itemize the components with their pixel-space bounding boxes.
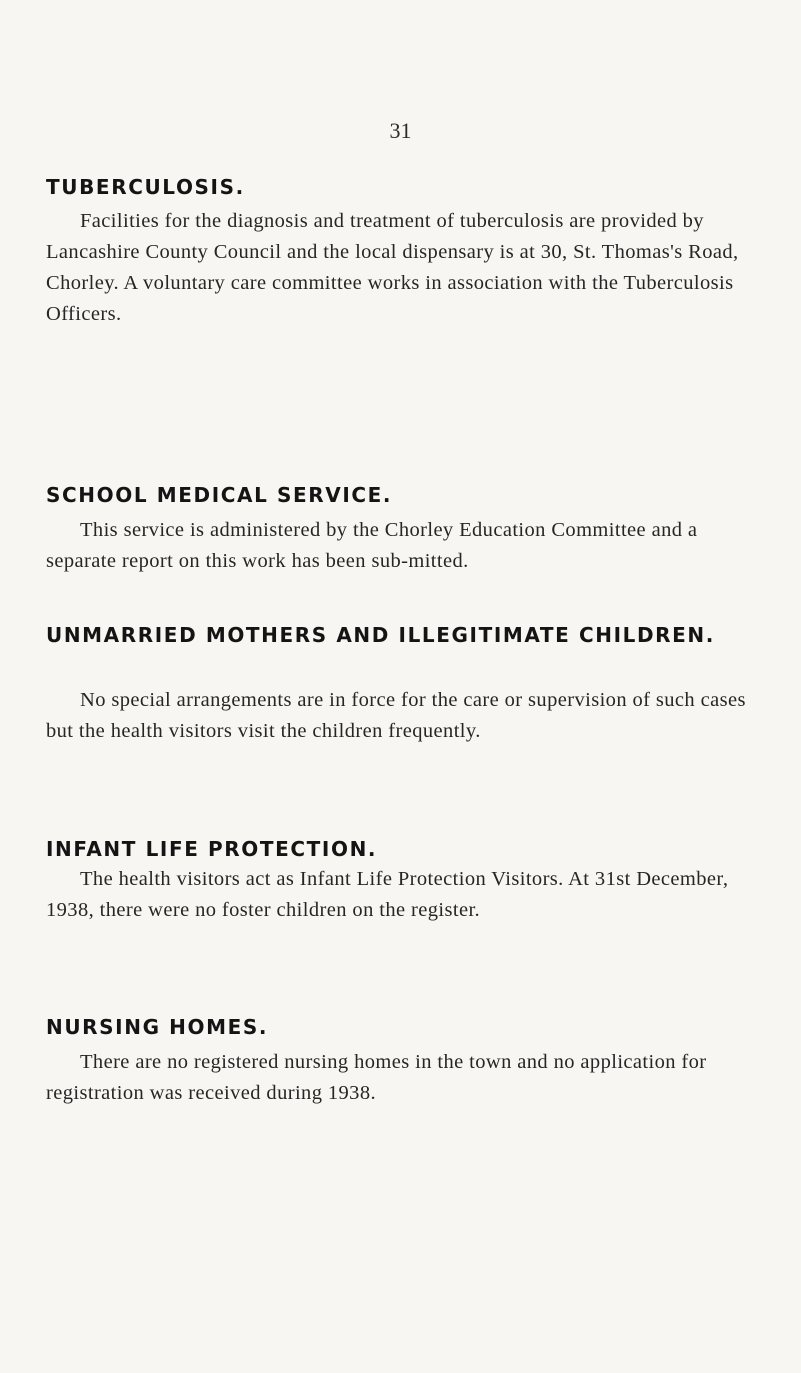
section-text-unmarried-mothers: No special arrangements are in force for the care or supervision of such cases but the health visitors visit the children frequently. xyxy=(46,689,746,742)
section-text-infant-life-protection: The health visitors act as Infant Life Protection Visitors. At 31st December, 1938, there were no foster children on the register. xyxy=(46,868,729,921)
section-text-tuberculosis: Facilities for the diagnosis and treatment of tuberculosis are provided by Lancashire County Council and the local dispensary is at 30, St. Thomas's Road, Chorley. A voluntary care committee works in association with the Tuberculosis Officers. xyxy=(46,210,739,325)
section-heading-tuberculosis: TUBERCULOSIS. xyxy=(46,175,245,199)
section-heading-school-medical-service: SCHOOL MEDICAL SERVICE. xyxy=(46,483,393,507)
section-heading-infant-life-protection: INFANT LIFE PROTECTION. xyxy=(46,837,378,861)
section-heading-nursing-homes: NURSING HOMES. xyxy=(46,1015,269,1039)
section-text-school-medical-service: This service is administered by the Chorley Education Committee and a separate report on this work has been sub-mitted. xyxy=(46,519,698,572)
section-text-nursing-homes: There are no registered nursing homes in the town and no application for registration was received during 1938. xyxy=(46,1051,707,1104)
section-heading-unmarried-mothers: UNMARRIED MOTHERS AND ILLEGITIMATE CHILDREN. xyxy=(46,623,715,647)
page-number: 31 xyxy=(389,118,412,143)
